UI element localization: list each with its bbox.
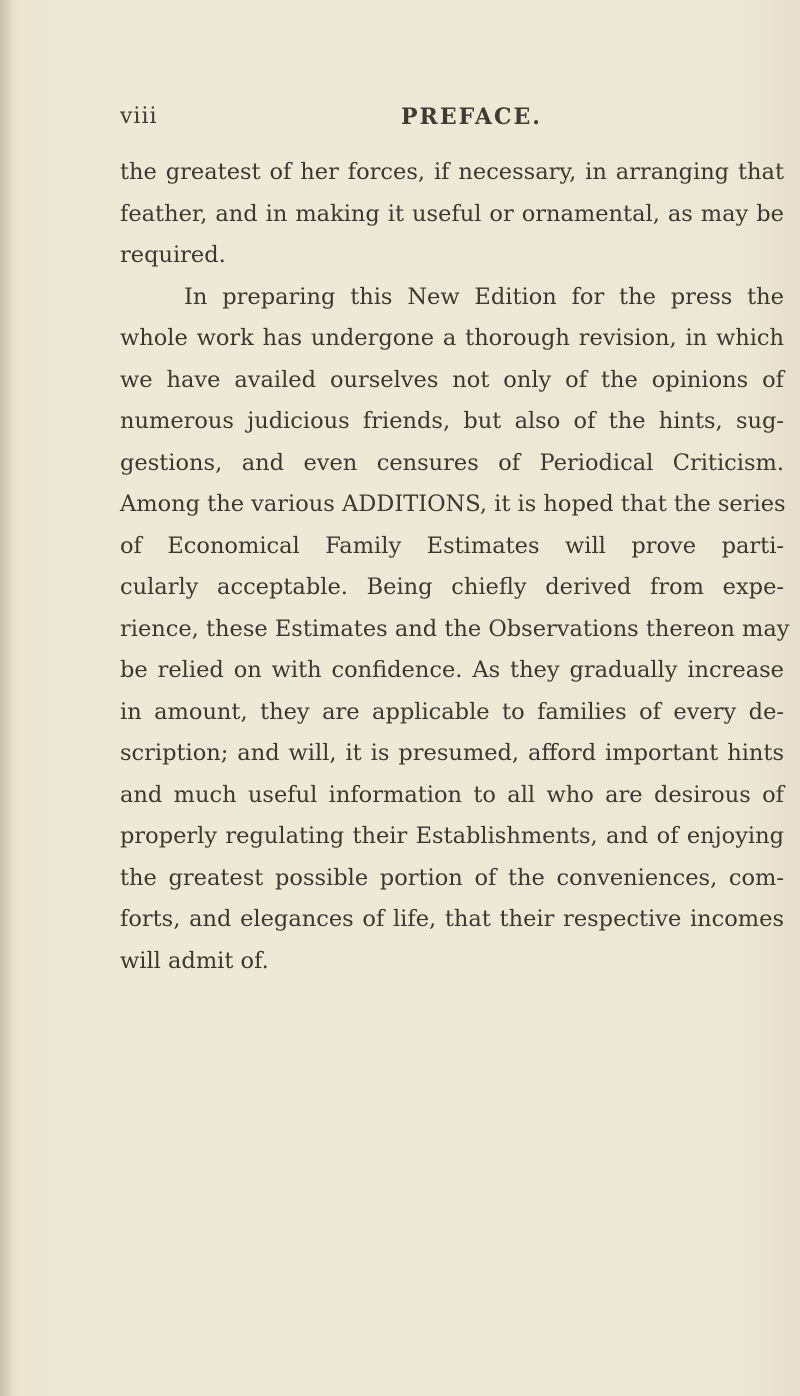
running-head: PREFACE. <box>401 104 542 130</box>
text-line: gestions, and even censures of Periodical Criticism. <box>120 449 784 476</box>
text-line: In preparing this New Edition for the press the <box>184 283 784 310</box>
text-line: rience, these Estimates and the Observations thereon may <box>120 615 790 642</box>
text-line: will admit of. <box>120 947 269 974</box>
text-line: of Economical Family Estimates will prove parti- <box>120 532 784 559</box>
text-line: feather, and in making it useful or ornamental, as may be <box>120 200 784 227</box>
gutter-shadow <box>0 0 14 1396</box>
page-header <box>120 104 680 138</box>
text-line: cularly acceptable. Being chiefly derived from expe- <box>120 574 784 600</box>
text-line: be relied on with confidence. As they gradually increase <box>120 657 784 683</box>
text-line: required. <box>120 242 226 268</box>
preface-text <box>120 152 790 982</box>
text-line: the greatest of her forces, if necessary, in arranging that <box>120 159 784 185</box>
text-line: scription; and will, it is presumed, afford important hints <box>120 740 784 766</box>
page-number: viii <box>120 104 158 129</box>
text-line: whole work has undergone a thorough revision, in which <box>120 325 784 351</box>
text-line: forts, and elegances of life, that their respective incomes <box>120 906 784 932</box>
text-line: in amount, they are applicable to families of every de- <box>120 698 784 725</box>
text-line: and much useful information to all who are desirous of <box>120 781 784 808</box>
text-line: the greatest possible portion of the conveniences, com- <box>120 864 784 891</box>
text-line: Among the various ADDITIONS, it is hoped that the series <box>120 491 786 517</box>
text-line: numerous judicious friends, but also of the hints, sug- <box>120 408 784 434</box>
text-line: properly regulating their Establishments, and of enjoying <box>120 823 784 849</box>
text-line: we have availed ourselves not only of the opinions of <box>120 366 784 393</box>
